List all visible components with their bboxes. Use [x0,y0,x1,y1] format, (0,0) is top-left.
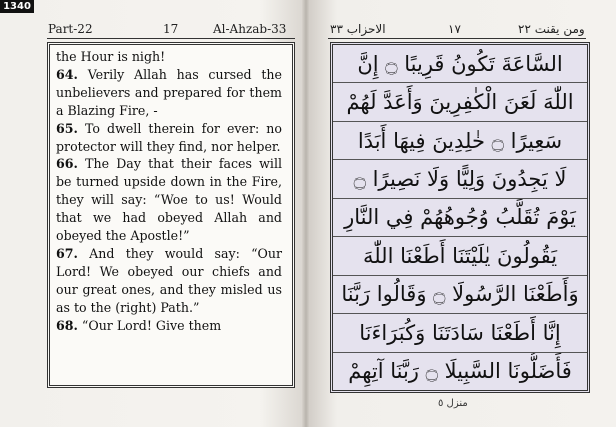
paragraph-verse-65: 65. To dwell therein for ever: no protector will they find, nor helper. [56,120,282,154]
left-header-part: Part-22 [48,22,93,36]
verse-number: 65. [56,120,78,136]
right-header-page-number: ١٧ [448,22,461,36]
manzil-marker: منزل ٥ [438,398,468,409]
verse-number: 67. [56,245,78,261]
left-header-rule [47,38,295,39]
paragraph-verse-66: 66. The Day that their faces will be turned upside down in the Fire, they will say: “Woe to us! Would that we had obeyed Allah and obeyed the Apostle!” [56,156,282,244]
arabic-line: سَعِيرًا ۝ خٰلِدِينَ فِيهَا أَبَدًا [333,122,587,160]
left-header-surah: Al-Ahzab-33 [213,22,287,36]
paragraph-verse-67: 67. And they would say: “Our Lord! We obeyed our chiefs and our great ones, and they misled us as to the (right) Path.” [56,245,282,315]
paragraph: the Hour is nigh! [56,49,166,64]
arabic-line: وَأَطَعْنَا الرَّسُولَا ۝ وَقَالُوا رَبَّنَا [333,276,587,314]
arabic-line: السَّاعَةَ تَكُونُ قَرِيبًا ۝ إِنَّ [333,45,587,83]
arabic-line: لَا يَجِدُونَ وَلِيًّا وَلَا نَصِيرًا ۝ [333,160,587,198]
arabic-line: اللّٰهَ لَعَنَ الْكٰفِرِينَ وَأَعَدَّ لَهُمْ [333,83,587,121]
arabic-line: يَوْمَ تُقَلَّبُ وُجُوهُهُمْ فِي النَّارِ [333,199,587,237]
translation-text [56,48,282,335]
right-header-part: ومن يقنت ٢٢ [518,22,585,36]
arabic-line: إِنَّا أَطَعْنَا سَادَتَنَا وَكُبَرَاءَنَا [333,314,587,352]
left-header-page-number: 17 [163,22,179,36]
arabic-line: يَقُولُونَ يٰلَيْتَنَا أَطَعْنَا اللّٰهَ [333,237,587,275]
arabic-line: فَأَضَلُّونَا السَّبِيلَا ۝ رَبَّنَا آتِهِمْ [348,359,572,384]
paragraph-verse-64: 64. Verily Allah has cursed the unbelievers and prepared for them a Blazing Fire, - [56,66,282,118]
right-header-rule [328,38,586,39]
right-header-surah: الاحزاب ٣٣ [330,22,386,36]
verse-number: 66. [56,156,78,172]
arabic-text-frame [330,42,590,393]
book-spine [302,0,310,427]
page-number-badge: 1340 [0,0,34,13]
verse-number: 68. [56,317,78,333]
verse-number: 64. [56,66,78,82]
paragraph-verse-68: 68. “Our Lord! Give them [56,317,222,333]
